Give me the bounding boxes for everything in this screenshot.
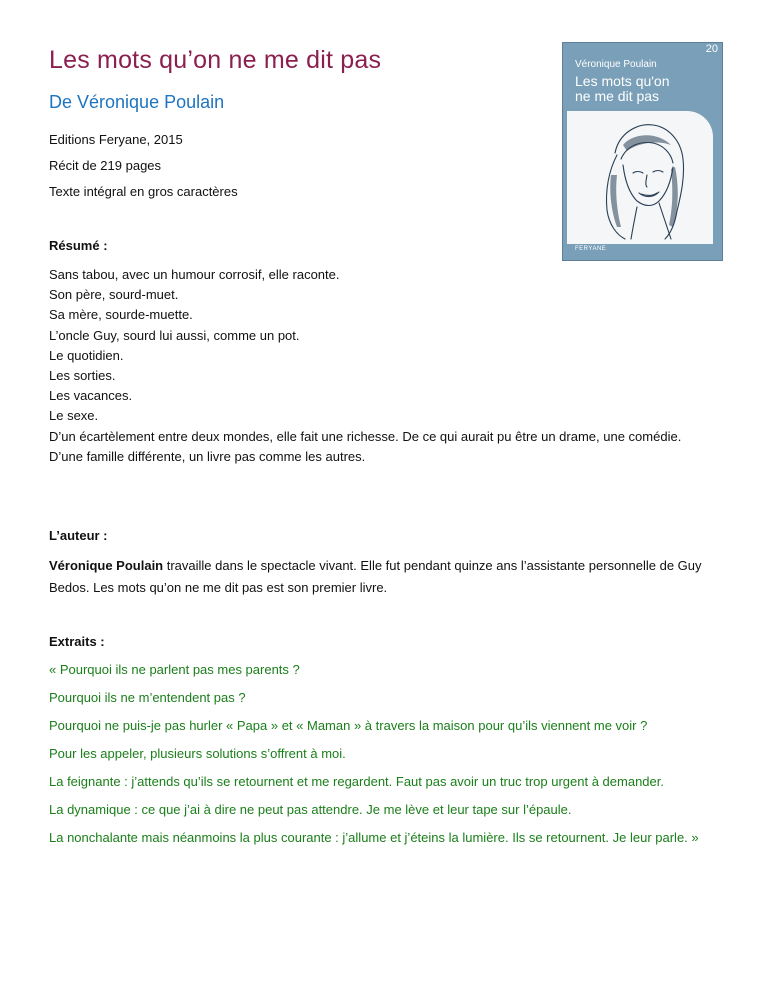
resume-heading: Résumé : [49,238,108,253]
resume-body [49,265,709,467]
author-body [49,555,709,599]
extract-paragraph: Pourquoi ne puis-je pas hurler « Papa » et « Maman » à travers la maison pour qu’ils viennent me voir ? [49,718,648,733]
format-line: Texte intégral en gros caractères [49,184,238,199]
publisher-line: Editions Feryane, 2015 [49,132,183,147]
resume-line: Les sorties. [49,368,116,384]
cover-title-line: Les mots qu'on [575,73,670,89]
cover-number: 20 [705,43,718,55]
resume-line: D’une famille différente, un livre pas comme les autres. [49,448,366,464]
extract-paragraph: Pourquoi ils ne m’entendent pas ? [49,690,246,705]
resume-line: L’oncle Guy, sourd lui aussi, comme un pot. [49,327,300,343]
cover-publisher-logo: FERYANE [575,246,607,252]
extract-paragraph: La dynamique : ce que j’ai à dire ne peut pas attendre. Je me lève et leur tape sur l’épaule. [49,802,572,817]
extract-paragraph: Pour les appeler, plusieurs solutions s’offrent à moi. [49,746,346,761]
author-subtitle: De Véronique Poulain [49,92,225,112]
resume-line: Sans tabou, avec un humour corrosif, elle raconte. [49,267,340,282]
woman-portrait-icon [587,115,697,243]
resume-line: Sa mère, sourde-muette. [49,307,193,323]
extract-paragraph: La nonchalante mais néanmoins la plus courante : j’allume et j’éteins la lumière. Ils se retournent. Je leur parle. » [49,830,699,845]
page-title: Les mots qu’on ne me dit pas [49,46,382,74]
extracts-heading: Extraits : [49,634,105,649]
resume-line: D’un écartèlement entre deux mondes, elle fait une richesse. De ce qui aurait pu être un drame, une comédie. [49,428,682,444]
resume-line: Le sexe. [49,408,99,424]
book-cover [562,42,723,261]
cover-title-line: ne me dit pas [575,88,660,104]
extracts-body [49,660,714,856]
extract-paragraph: La feignante : j’attends qu’ils se retournent et me regardent. Faut pas avoir un truc trop urgent à demander. [49,774,664,789]
author-name: Véronique Poulain [49,558,164,573]
author-heading: L’auteur : [49,528,108,543]
pages-line: Récit de 219 pages [49,158,162,173]
resume-line: Les vacances. [49,388,133,404]
cover-title [575,74,715,104]
author-text: travaille dans le spectacle vivant. Elle fut pendant quinze ans l’assistante personnelle de Guy Bedos. Les mots qu’on ne me dit pas est son premier livre. [49,558,702,595]
book-meta [49,132,238,210]
cover-illustration-panel [567,111,713,244]
cover-author: Véronique Poulain [575,59,657,70]
extract-paragraph: « Pourquoi ils ne parlent pas mes parents ? [49,662,300,677]
resume-line: Le quotidien. [49,347,124,363]
resume-line: Son père, sourd-muet. [49,287,179,303]
